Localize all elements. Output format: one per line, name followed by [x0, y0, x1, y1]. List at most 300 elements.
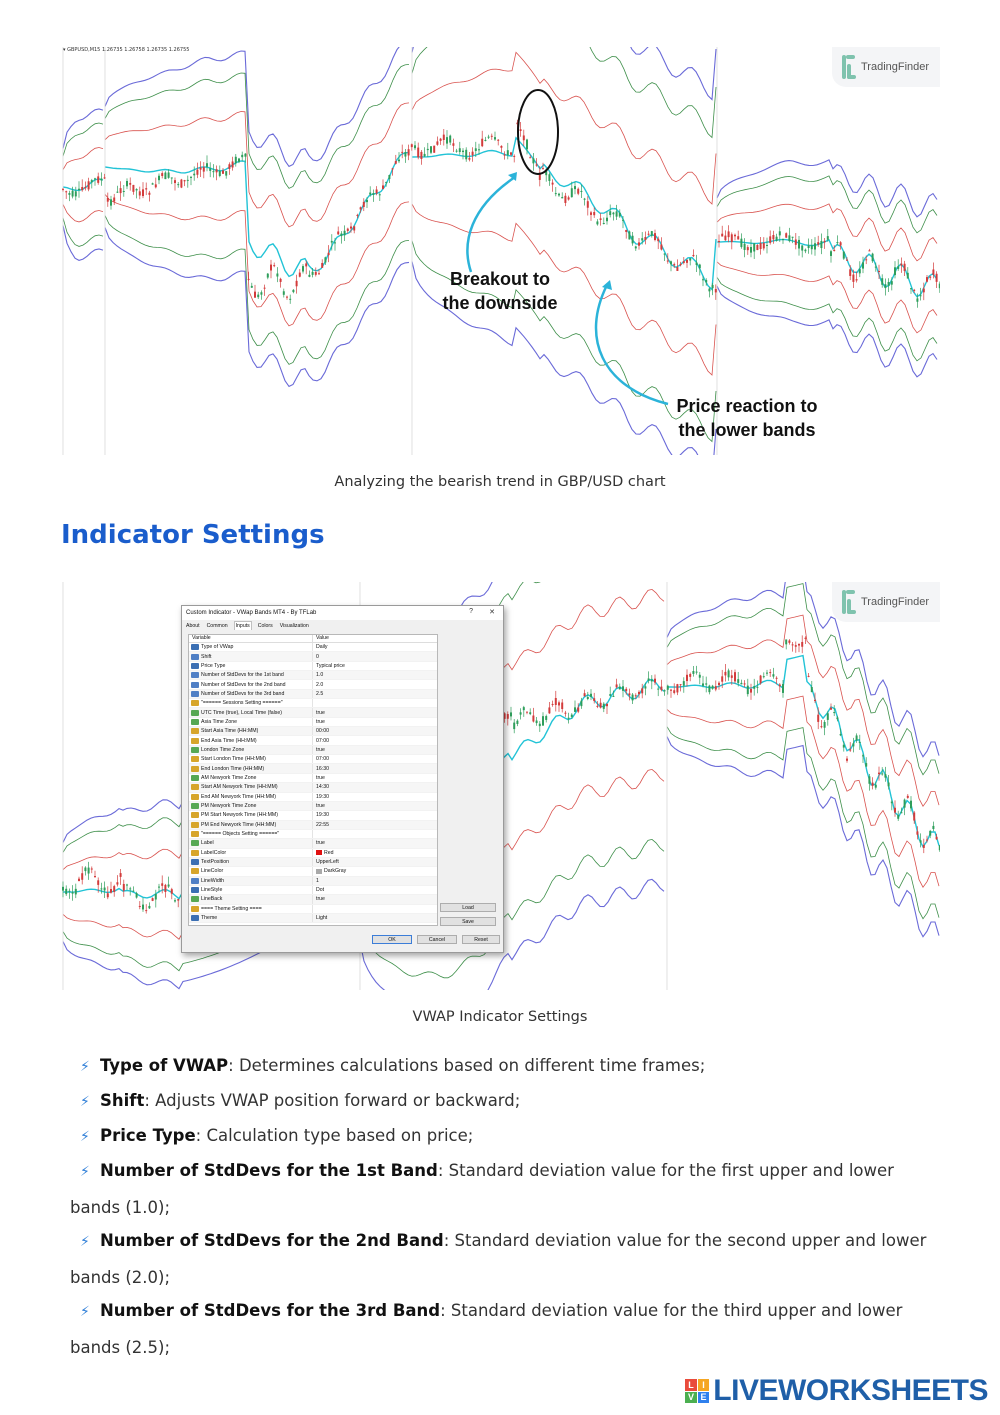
input-value[interactable]: [313, 840, 325, 846]
candle-body: [747, 247, 749, 250]
input-value-text: true: [316, 718, 325, 725]
tab-about[interactable]: About: [186, 623, 200, 629]
num-type-icon: [191, 654, 199, 660]
candle-body: [686, 675, 688, 681]
candle-body: [635, 695, 637, 696]
candle-body: [324, 257, 326, 262]
candle-body: [696, 263, 698, 265]
str-type-icon: [191, 794, 199, 800]
candle-body: [856, 735, 858, 740]
candle-body: [638, 242, 640, 245]
save-button[interactable]: Save: [440, 917, 496, 926]
candle-body: [510, 712, 512, 716]
candle-body: [536, 721, 538, 724]
input-value-text: 19:30: [316, 793, 329, 800]
candle-body: [638, 692, 640, 694]
candle-body: [532, 158, 534, 163]
candle-body: [904, 800, 906, 808]
input-row[interactable]: [189, 793, 437, 802]
input-value[interactable]: [313, 766, 329, 772]
candle-body: [923, 289, 925, 293]
input-variable-name: TextPosition: [201, 859, 229, 866]
liveworksheets-logo[interactable]: [685, 1374, 988, 1408]
candle-body: [574, 186, 576, 189]
input-value[interactable]: [313, 654, 319, 660]
candle-body: [129, 888, 131, 889]
candle-body: [849, 269, 851, 276]
input-row[interactable]: [189, 802, 437, 811]
candle-body: [625, 230, 627, 232]
bullet-stddev-3rd: [70, 1293, 950, 1365]
candle-body: [408, 149, 410, 155]
band-2nd-lower: [105, 215, 409, 364]
input-row[interactable]: [189, 690, 437, 699]
candle-body: [574, 707, 576, 712]
candle-body: [587, 697, 589, 699]
band-1st-upper: [412, 52, 716, 204]
input-value-text: 2.5: [316, 690, 324, 697]
candle-body: [433, 146, 435, 153]
bullet-text: : Standard deviation value for the second upper and lower: [443, 1231, 927, 1250]
input-variable-name: LineColor: [201, 868, 224, 875]
input-variable-name: ==== Theme Setting ====: [201, 905, 262, 912]
input-value[interactable]: [313, 822, 329, 828]
color-swatch: [316, 850, 322, 855]
candle-body: [193, 174, 195, 176]
candle-body: [545, 716, 547, 720]
candle-body: [772, 235, 774, 239]
input-value-text: Daily: [316, 644, 328, 651]
input-row[interactable]: [189, 662, 437, 671]
column-header-variable: Variable: [189, 635, 313, 642]
bool-type-icon: [191, 803, 199, 809]
tab-inputs[interactable]: Inputs: [235, 623, 250, 629]
input-row[interactable]: [189, 811, 437, 820]
input-value[interactable]: [313, 710, 325, 716]
candle-body: [436, 141, 438, 144]
annotation-breakout: [431, 267, 569, 315]
candle-body: [132, 185, 134, 192]
candle-body: [916, 831, 918, 834]
candle-body: [824, 722, 826, 728]
candle-body: [772, 674, 774, 676]
candle-body: [916, 298, 918, 301]
input-row[interactable]: [189, 914, 437, 923]
candle-body: [609, 694, 611, 696]
candle-body: [657, 689, 659, 690]
candle-body: [651, 231, 653, 236]
input-row[interactable]: [189, 718, 437, 727]
candle-body: [740, 239, 742, 247]
input-row[interactable]: [189, 652, 437, 661]
input-value-text: UpperLeft: [316, 859, 339, 866]
input-row[interactable]: [189, 708, 437, 717]
candle-body: [328, 253, 330, 255]
input-value[interactable]: [313, 896, 325, 902]
candle-body: [843, 745, 845, 748]
input-value[interactable]: [313, 812, 329, 818]
candle-body: [539, 724, 541, 726]
load-button[interactable]: Load: [440, 903, 496, 912]
input-value[interactable]: [313, 738, 329, 744]
input-value-text: true: [316, 746, 325, 753]
candle-body: [686, 260, 688, 263]
candle-body: [318, 273, 320, 274]
candle-body: [417, 148, 419, 158]
tradingfinder-watermark-text: TradingFinder: [861, 596, 930, 608]
candle-body: [744, 683, 746, 684]
input-value[interactable]: [313, 859, 339, 865]
candle-body: [107, 198, 109, 202]
input-variable-name: PM Newyork Time Zone: [201, 803, 257, 810]
input-value[interactable]: [313, 756, 329, 762]
candle-body: [753, 686, 755, 689]
input-row[interactable]: [189, 680, 437, 689]
input-value[interactable]: [313, 644, 328, 650]
band-3rd-upper: [412, 47, 716, 100]
candle-body: [155, 894, 157, 900]
candle-body: [542, 716, 544, 725]
input-variable: [189, 793, 313, 801]
candle-body: [68, 193, 70, 195]
bool-type-icon: [191, 719, 199, 725]
candle-body: [734, 235, 736, 237]
candle-body: [251, 286, 253, 288]
candle-body: [580, 701, 582, 706]
input-value-text: true: [316, 896, 325, 903]
input-variable: [189, 839, 313, 847]
candle-body: [168, 172, 170, 177]
input-value-text: 22:55: [316, 821, 329, 828]
candle-body: [145, 910, 147, 911]
tab-visualization[interactable]: Visualization: [279, 623, 309, 629]
candle-body: [276, 274, 278, 277]
candle-body: [302, 266, 304, 271]
candle-body: [612, 696, 614, 697]
input-value[interactable]: [313, 728, 329, 734]
candle-body: [689, 674, 691, 677]
candle-body: [91, 869, 93, 870]
input-row[interactable]: [189, 877, 437, 886]
str-type-icon: [191, 822, 199, 828]
input-value-text: DarkGray: [324, 868, 347, 875]
candle-body: [593, 698, 595, 701]
candle-body: [488, 137, 490, 138]
candle-body: [814, 700, 816, 701]
cancel-button[interactable]: Cancel: [417, 935, 457, 944]
input-row[interactable]: [189, 867, 437, 876]
candle-body: [62, 887, 64, 891]
candle-body: [238, 159, 240, 162]
input-row[interactable]: [189, 839, 437, 848]
logo-letter: V: [685, 1392, 697, 1404]
candle-body: [84, 868, 86, 872]
candle-body: [219, 171, 221, 176]
candle-body: [936, 274, 938, 282]
candle-body: [142, 905, 144, 910]
candle-body: [171, 177, 173, 178]
candle-body: [932, 826, 934, 829]
candle-body: [904, 264, 906, 271]
input-value[interactable]: [313, 691, 323, 697]
input-row[interactable]: [189, 643, 437, 652]
candle-body: [500, 146, 502, 148]
input-row[interactable]: [189, 886, 437, 895]
candle-body: [184, 180, 186, 181]
liveworksheets-logo-icon: [685, 1379, 709, 1403]
input-value[interactable]: [313, 784, 329, 790]
candle-body: [840, 734, 842, 735]
candle-body: [648, 678, 650, 680]
band-3rd-upper: [105, 47, 409, 166]
input-variable-name: Asia Time Zone: [201, 718, 238, 725]
candle-body: [564, 713, 566, 714]
input-variable-name: Shift: [201, 653, 212, 660]
input-value[interactable]: [313, 794, 329, 800]
candle-body: [766, 245, 768, 246]
str-type-icon: [191, 766, 199, 772]
candle-body: [132, 891, 134, 892]
input-row[interactable]: [189, 727, 437, 736]
candle-body: [760, 243, 762, 249]
lightning-bolt-icon: ⚡: [80, 1164, 90, 1180]
candle-body: [622, 686, 624, 691]
candle-body: [155, 184, 157, 187]
candle-body: [555, 698, 557, 705]
candle-body: [616, 211, 618, 216]
candle-body: [804, 638, 806, 639]
candle-body: [897, 815, 899, 819]
logo-letter: I: [698, 1379, 710, 1391]
input-value-text: 00:00: [316, 728, 329, 735]
reset-button[interactable]: Reset: [462, 935, 500, 944]
candle-body: [280, 279, 282, 282]
str-type-icon: [191, 868, 199, 874]
candle-body: [609, 211, 611, 215]
input-value[interactable]: [313, 682, 323, 688]
candle-body: [289, 299, 291, 300]
candle-body: [836, 242, 838, 243]
candle-body: [875, 267, 877, 268]
input-value[interactable]: [313, 775, 325, 781]
input-row[interactable]: [189, 858, 437, 867]
input-value[interactable]: [313, 663, 345, 669]
bullet-text: : Standard deviation value for the first upper and lower: [437, 1161, 894, 1180]
candle-body: [110, 889, 112, 893]
candle-body: [558, 702, 560, 705]
input-value[interactable]: [313, 747, 325, 753]
candle-body: [740, 683, 742, 684]
close-icon[interactable]: ✕: [489, 609, 495, 616]
band-3rd-upper: [63, 109, 103, 149]
candle-body: [401, 152, 403, 153]
input-value-text: 16:30: [316, 765, 329, 772]
input-value-text: true: [316, 709, 325, 716]
candle-body: [632, 236, 634, 244]
candle-body: [715, 289, 717, 292]
input-row[interactable]: [189, 774, 437, 783]
candle-body: [737, 679, 739, 683]
candle-body: [100, 178, 102, 180]
input-variable-name: PM Start Newyork Time (HH:MM): [201, 812, 278, 819]
candle-body: [907, 796, 909, 798]
input-value-text: 1: [316, 877, 319, 884]
candle-body: [94, 876, 96, 877]
color-swatch: [316, 869, 322, 874]
candle-body: [785, 639, 787, 644]
candle-body: [116, 882, 118, 884]
enum-type-icon: [191, 915, 199, 921]
candle-body: [424, 154, 426, 156]
candle-body: [801, 642, 803, 647]
candle-body: [721, 234, 723, 237]
input-value[interactable]: [313, 672, 323, 678]
annotation-reaction-line1: Price reaction to: [676, 396, 818, 416]
figure1-caption: Analyzing the bearish trend in GBP/USD chart: [334, 474, 666, 490]
candle-body: [478, 149, 480, 150]
input-value[interactable]: [313, 915, 327, 921]
candle-body: [923, 845, 925, 848]
candle-body: [110, 199, 112, 205]
candle-body: [504, 155, 506, 156]
input-variable: [189, 886, 313, 894]
candle-body: [859, 269, 861, 273]
input-row[interactable]: [189, 849, 437, 858]
candle-body: [123, 884, 125, 891]
candle-body: [680, 684, 682, 685]
candle-body: [158, 176, 160, 180]
candle-body: [881, 278, 883, 285]
candle-body: [683, 261, 685, 263]
tab-colors[interactable]: Colors: [257, 623, 273, 629]
help-icon[interactable]: ?: [469, 608, 473, 615]
candle-body: [840, 242, 842, 245]
input-row[interactable]: [189, 783, 437, 792]
input-row[interactable]: [189, 895, 437, 904]
input-value-text: Light: [316, 915, 328, 922]
input-value[interactable]: [313, 868, 346, 874]
input-value[interactable]: [313, 887, 324, 893]
bullet-continuation: bands (1.0);: [70, 1198, 171, 1217]
candle-body: [894, 267, 896, 275]
candle-body: [769, 672, 771, 673]
candle-body: [536, 164, 538, 165]
candle-body: [414, 145, 416, 148]
input-row[interactable]: [189, 905, 437, 914]
inputs-table: [188, 634, 438, 926]
input-variable-name: Theme: [201, 915, 218, 922]
bullet-price-type: [70, 1118, 950, 1155]
candle-body: [548, 174, 550, 181]
candle-body: [84, 187, 86, 188]
candle-body: [270, 265, 272, 271]
str-type-icon: [191, 812, 199, 818]
candle-body: [737, 236, 739, 239]
candle-body: [817, 242, 819, 244]
candle-body: [200, 168, 202, 170]
candle-body: [430, 146, 432, 152]
candle-body: [206, 163, 208, 167]
candle-body: [484, 140, 486, 141]
candle-body: [168, 884, 170, 886]
candle-body: [673, 690, 675, 693]
candle-body: [388, 175, 390, 179]
candle-body: [910, 801, 912, 809]
candle-body: [244, 154, 246, 157]
candle-body: [97, 880, 99, 885]
candle-body: [811, 687, 813, 692]
band-3rd-lower: [667, 737, 939, 937]
input-value[interactable]: [313, 803, 325, 809]
candle-body: [827, 713, 829, 720]
liveworksheets-logo-text: LIVEWORKSHEETS: [713, 1374, 988, 1407]
input-variable-name: LineStyle: [201, 887, 223, 894]
band-2nd-lower: [667, 727, 939, 919]
input-row[interactable]: [189, 746, 437, 755]
candle-body: [142, 189, 144, 196]
candle-body: [830, 251, 832, 256]
input-row[interactable]: [189, 821, 437, 830]
band-1st-upper: [63, 148, 103, 170]
input-row[interactable]: [189, 671, 437, 680]
annotation-breakout-line2: the downside: [442, 293, 558, 313]
input-row[interactable]: [189, 755, 437, 764]
candle-body: [577, 189, 579, 194]
input-value[interactable]: [313, 878, 319, 884]
candle-body: [315, 272, 317, 275]
candle-body: [561, 197, 563, 198]
annotation-reaction-line2: the lower bands: [678, 420, 816, 440]
input-row[interactable]: [189, 830, 437, 839]
candle-body: [180, 180, 182, 188]
candle-body: [257, 295, 259, 298]
input-row[interactable]: [189, 736, 437, 745]
candle-body: [852, 275, 854, 282]
candle-body: [843, 252, 845, 259]
candle-body: [619, 687, 621, 690]
input-row[interactable]: [189, 699, 437, 708]
candle-body: [926, 840, 928, 841]
candle-body: [766, 673, 768, 674]
candle-body: [920, 295, 922, 296]
logo-letter: L: [685, 1379, 697, 1391]
candle-body: [75, 889, 77, 895]
ok-button[interactable]: OK: [372, 935, 412, 944]
candle-body: [878, 773, 880, 775]
candle-body: [552, 704, 554, 705]
candle-body: [606, 218, 608, 222]
tradingfinder-logo-icon: [842, 590, 856, 614]
candle-body: [577, 708, 579, 712]
input-value[interactable]: [313, 719, 325, 725]
tab-common[interactable]: Common: [206, 623, 228, 629]
dialog-tabs: [182, 620, 503, 630]
candle-body: [72, 892, 74, 893]
candle-body: [427, 149, 429, 150]
candle-body: [596, 221, 598, 224]
candle-body: [443, 135, 445, 140]
input-row[interactable]: [189, 764, 437, 773]
candle-body: [472, 152, 474, 156]
candle-body: [644, 686, 646, 688]
bullet-text: : Adjusts VWAP position forward or backward;: [144, 1091, 521, 1110]
enum-type-icon: [191, 887, 199, 893]
input-variable-name: PM End Newyork Time (HH:MM): [201, 821, 277, 828]
inputs-table-header: [189, 635, 437, 643]
candle-body: [603, 223, 605, 224]
candle-body: [152, 898, 154, 901]
input-value[interactable]: [313, 850, 334, 856]
